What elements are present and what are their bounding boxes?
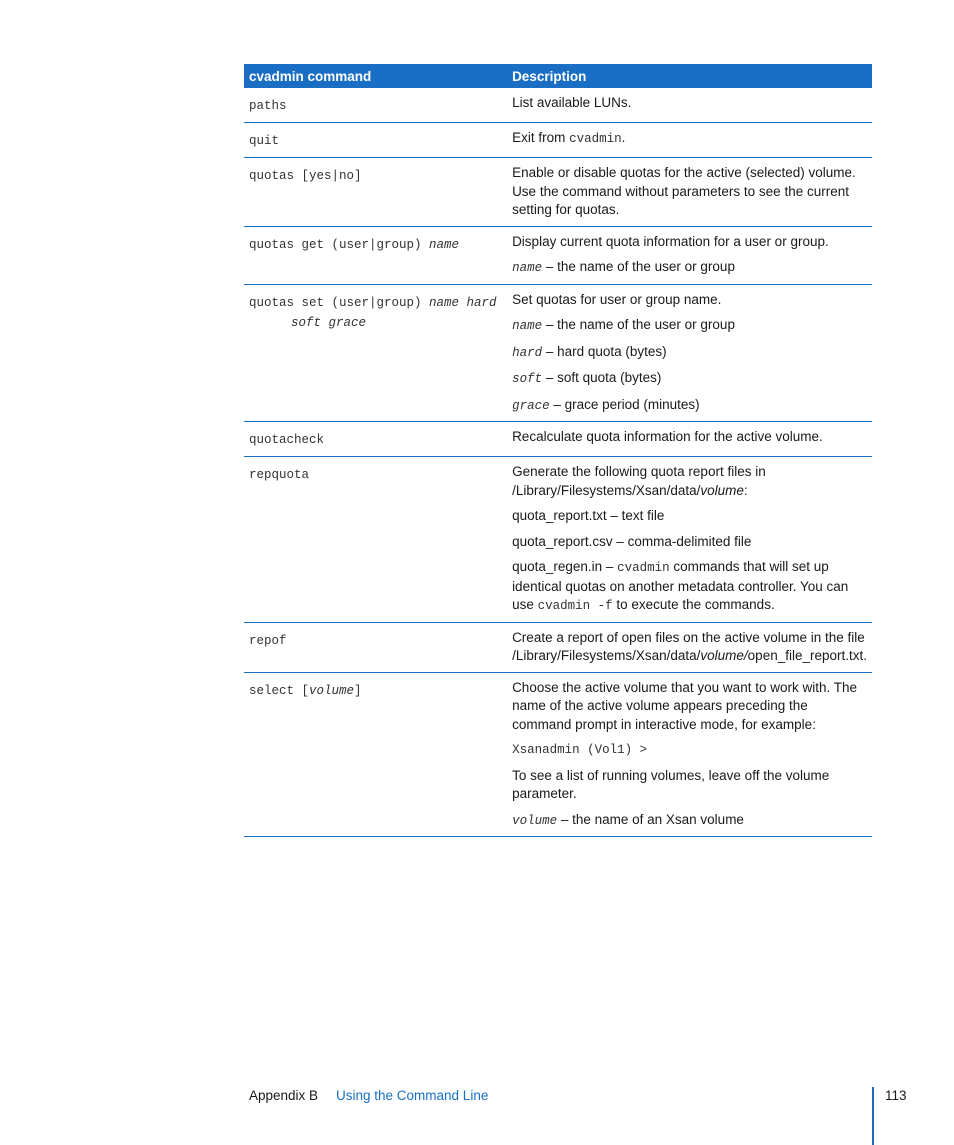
header-command: cvadmin command: [244, 64, 507, 88]
command-text: quotas get (user|group): [249, 237, 430, 252]
command-cell: quit: [244, 123, 507, 158]
text-span: Create a report of open files on the active volume in the file /Library/Filesystems/Xsan/data/: [512, 629, 865, 663]
description-text: [512, 811, 867, 831]
command-cell: repof: [244, 622, 507, 672]
argument-span: grace: [512, 398, 550, 413]
code-span: cvadmin: [569, 132, 622, 146]
text-span: Exit from: [512, 130, 570, 145]
text-span: – the name of an Xsan volume: [557, 811, 744, 827]
description-text: [512, 396, 867, 416]
description-text: Set quotas for user or group name.: [512, 291, 722, 307]
command-argument: soft grace: [291, 315, 367, 330]
table-row: [244, 622, 872, 672]
text-span: – hard quota (bytes): [542, 343, 667, 359]
description-text: Choose the active volume that you want to work with. The name of the active volume appears preceding the command prompt in interactive mode, for example:: [512, 679, 857, 732]
description-text: [512, 258, 867, 278]
description-text: [512, 316, 867, 336]
header-description: Description: [507, 64, 872, 88]
command-cell: quotacheck: [244, 422, 507, 457]
text-span: Generate the following quota report files in /Library/Filesystems/Xsan/data/: [512, 464, 766, 498]
description-text: [512, 629, 867, 666]
argument-span: soft: [512, 372, 543, 386]
table-row: [244, 158, 872, 227]
footer-divider: [872, 1087, 874, 1145]
table-header-row: [244, 64, 872, 88]
description-cell: [507, 457, 872, 623]
text-span: – the name of the user or group: [542, 317, 735, 332]
description-text: Enable or disable quotas for the active (selected) volume. Use the command without parameters to see the current setting for quotas.: [512, 165, 856, 217]
table-row: [244, 284, 872, 422]
italic-span: volume: [700, 482, 744, 498]
text-span: :: [743, 482, 748, 498]
command-cell: repquota: [244, 457, 507, 623]
description-cell: [507, 622, 872, 672]
argument-span: name: [512, 261, 543, 275]
argument-span: volume: [512, 813, 558, 828]
footer-chapter-title: Using the Command Line: [336, 1088, 489, 1103]
table-row: [244, 226, 872, 284]
page-number: 113: [885, 1088, 907, 1103]
command-text: quotas set (user|group): [249, 295, 430, 310]
description-text: [512, 558, 867, 616]
description-text: List available LUNs.: [512, 95, 632, 110]
description-text: [512, 129, 867, 149]
description-text: Display current quota information for a user or group.: [512, 233, 829, 249]
description-cell: [507, 123, 872, 158]
code-example: Xsanadmin (Vol1) >: [512, 743, 648, 757]
table-row: [244, 672, 872, 837]
text-span: – the name of the user or group: [542, 259, 735, 274]
footer-appendix-label: Appendix B: [249, 1088, 319, 1103]
code-span: cvadmin: [617, 561, 670, 575]
text-span: – soft quota (bytes): [542, 370, 662, 385]
command-cell: paths: [244, 88, 507, 123]
text-span: to execute the commands.: [612, 597, 775, 612]
argument-span: name: [512, 319, 543, 333]
command-cell: [244, 672, 507, 837]
italic-span: volume/: [700, 648, 748, 663]
text-span: open_file_report.txt.: [747, 648, 867, 663]
command-text: select [: [249, 683, 310, 698]
command-text: ]: [354, 683, 362, 698]
description-cell: [507, 422, 872, 457]
description-text: [512, 343, 867, 363]
text-span: commands that will set up identical quotas on another metadata controller. You can use: [512, 559, 849, 612]
table-row: [244, 88, 872, 123]
command-argument: name hard: [429, 295, 497, 310]
description-cell: [507, 158, 872, 227]
description-cell: [507, 672, 872, 837]
command-argument: volume: [309, 683, 355, 698]
table-row: [244, 123, 872, 158]
argument-span: hard: [512, 345, 543, 360]
table-row: [244, 422, 872, 457]
description-cell: [507, 284, 872, 422]
table-row: [244, 457, 872, 623]
description-text: [512, 369, 867, 389]
description-cell: [507, 88, 872, 123]
description-text: quota_report.csv – comma-delimited file: [512, 533, 752, 549]
description-text: [512, 463, 867, 500]
code-span: cvadmin -f: [537, 599, 613, 613]
text-span: – grace period (minutes): [549, 396, 700, 412]
description-cell: [507, 226, 872, 284]
command-cell: quotas [yes|no]: [244, 158, 507, 227]
text-span: .: [621, 130, 626, 145]
description-text: Recalculate quota information for the active volume.: [512, 429, 823, 444]
command-argument: name: [429, 237, 460, 252]
command-cell: [244, 284, 507, 422]
description-text: To see a list of running volumes, leave off the volume parameter.: [512, 767, 830, 801]
text-span: quota_regen.in –: [512, 559, 618, 574]
cvadmin-command-table: [244, 64, 872, 837]
command-cell: [244, 226, 507, 284]
description-text: quota_report.txt – text file: [512, 508, 665, 523]
